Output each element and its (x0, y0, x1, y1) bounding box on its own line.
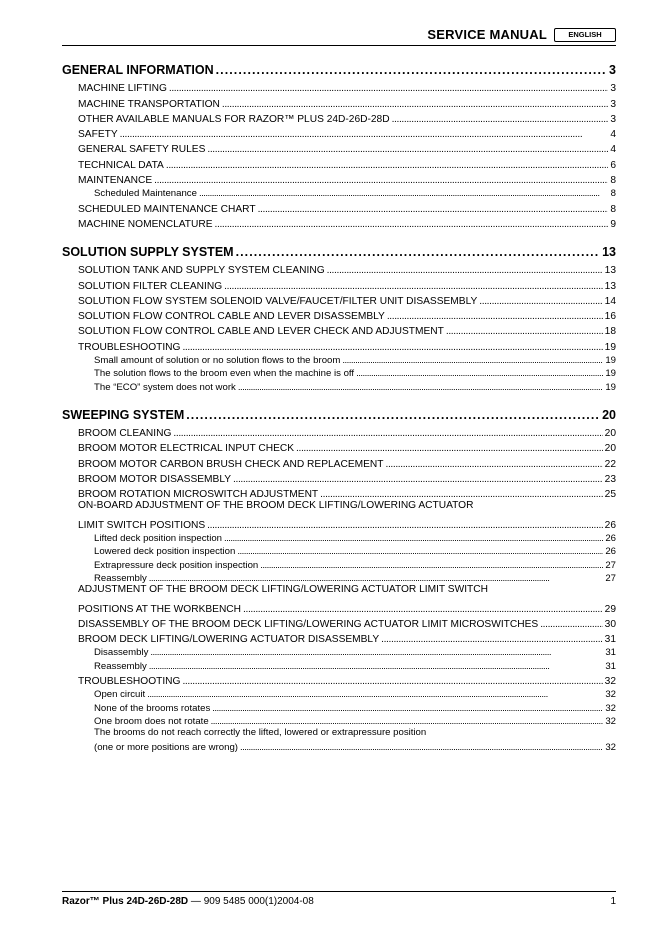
toc-entry[interactable] (62, 292, 616, 307)
toc-leader-dots (258, 204, 609, 215)
toc-page-number: 19 (604, 341, 616, 353)
toc-entry[interactable] (62, 337, 616, 352)
toc-page-number: 18 (604, 326, 616, 338)
toc-entry-label: Reassembly (94, 572, 147, 584)
toc-entry[interactable] (62, 615, 616, 630)
toc-entry-label: LIMIT SWITCH POSITIONS (78, 519, 206, 531)
toc-page-number: 20 (604, 443, 616, 455)
toc-page-number: 4 (610, 144, 616, 156)
toc-subentry[interactable] (62, 727, 616, 740)
toc-entry-label: BROOM ROTATION MICROSWITCH ADJUSTMENT (78, 489, 319, 501)
toc-page-number: 31 (604, 634, 616, 646)
toc-subentry[interactable] (62, 531, 616, 544)
toc-entry[interactable] (62, 672, 616, 687)
toc-leader-dots (147, 689, 603, 700)
toc-page-number: 31 (605, 647, 616, 659)
toc-subentry[interactable] (62, 658, 616, 671)
toc-leader-dots (211, 716, 604, 727)
toc-entry[interactable] (62, 485, 616, 500)
toc-leader-dots (296, 443, 603, 454)
toc-page-number: 32 (605, 742, 616, 754)
toc-page-number: 23 (604, 473, 616, 485)
toc-entry-label: SOLUTION FLOW SYSTEM SOLENOID VALVE/FAUCET/FILTER UNIT DISASSEMBLY (78, 295, 478, 307)
language-badge: ENGLISH (554, 28, 616, 42)
toc-page-number: 32 (604, 675, 616, 687)
toc-page-number: 3 (610, 113, 616, 125)
toc-page-number: 13 (602, 244, 616, 259)
toc-leader-dots (236, 245, 601, 259)
toc-entry-label: (one or more positions are wrong) (94, 742, 238, 754)
toc-page-number: 3 (610, 98, 616, 110)
toc-entry-label: GENERAL SAFETY RULES (78, 144, 206, 156)
toc-page-number: 8 (610, 175, 616, 187)
toc-page-number: 26 (605, 546, 616, 558)
toc-entry[interactable] (62, 140, 616, 155)
toc-page-number: 26 (604, 519, 616, 531)
toc-page-number: 13 (604, 265, 616, 277)
toc-leader-dots (237, 546, 603, 557)
toc-entry-label: DISASSEMBLY OF THE BROOM DECK LIFTING/LOWERING ACTUATOR LIMIT MICROSWITCHES (78, 618, 539, 630)
toc-entry-label: BROOM MOTOR CARBON BRUSH CHECK AND REPLACEMENT (78, 458, 384, 470)
toc-subentry[interactable] (62, 379, 616, 392)
toc-entry-label: TROUBLESHOOTING (78, 675, 181, 687)
toc-page-number: 3 (609, 63, 616, 77)
toc-entry-label: OTHER AVAILABLE MANUALS FOR RAZOR™ PLUS 24D-26D-28D (78, 113, 390, 125)
toc-entry-label: POSITIONS AT THE WORKBENCH (78, 603, 242, 615)
toc-entry-label: TROUBLESHOOTING (78, 341, 181, 353)
toc-leader-dots (182, 342, 602, 353)
toc-page-number: 27 (605, 559, 616, 571)
toc-entry-label: Reassembly (94, 660, 147, 672)
toc-entry-label: BROOM CLEANING (78, 427, 172, 439)
toc-page-number: 8 (610, 188, 616, 200)
toc-leader-dots (224, 281, 603, 292)
toc-entry[interactable] (62, 125, 616, 140)
toc-leader-dots (385, 459, 602, 470)
toc-entry-label: SAFETY (78, 129, 118, 141)
toc-section (62, 59, 616, 230)
toc-entry[interactable] (62, 630, 616, 645)
toc-leader-dots (215, 219, 609, 230)
toc-entry-label: Extrapressure deck position inspection (94, 559, 259, 571)
toc-entry-label: MACHINE NOMENCLATURE (78, 218, 213, 230)
toc-leader-dots (186, 408, 600, 422)
toc-entry-label: None of the brooms rotates (94, 702, 211, 714)
toc-subentry[interactable] (62, 645, 616, 658)
toc-subentry[interactable] (62, 714, 616, 727)
toc-leader-dots (327, 265, 603, 276)
toc-page-number: 25 (604, 489, 616, 501)
toc-subentry[interactable] (62, 366, 616, 379)
toc-entry-label: The solution flows to the broom even when the machine is off (94, 368, 355, 380)
product-name: Razor™ Plus 24D-26D-28D (62, 896, 189, 907)
toc-page-number: 16 (604, 311, 616, 323)
toc-page-number: 19 (605, 381, 616, 393)
page-footer (62, 896, 616, 907)
toc-entry[interactable] (62, 79, 616, 94)
toc-entry-label: SOLUTION FLOW CONTROL CABLE AND LEVER DISASSEMBLY (78, 311, 385, 323)
toc-page-number: 9 (610, 218, 616, 230)
toc-section-heading[interactable] (62, 59, 616, 77)
toc-subentry[interactable] (62, 186, 616, 199)
toc-entry-label: Open circuit (94, 689, 146, 701)
toc-entry-label: Scheduled Maintenance (94, 188, 197, 200)
toc-page-number: 27 (605, 572, 616, 584)
toc-entry[interactable] (62, 500, 616, 515)
toc-section-heading[interactable] (62, 404, 616, 422)
toc-page-number: 26 (605, 533, 616, 545)
toc-leader-dots (154, 175, 608, 186)
toc-leader-dots (216, 63, 607, 77)
toc-entry[interactable] (62, 307, 616, 322)
toc-entry-label: Lowered deck position inspection (94, 546, 236, 558)
toc-entry[interactable] (62, 155, 616, 170)
toc-leader-dots (150, 647, 603, 658)
toc-entry[interactable] (62, 322, 616, 337)
toc-leader-dots (446, 326, 603, 337)
toc-leader-dots (479, 296, 602, 307)
toc-leader-dots (169, 83, 608, 94)
toc-leader-dots (243, 604, 603, 615)
toc-leader-dots (356, 368, 603, 379)
toc-leader-dots (260, 560, 603, 571)
toc-page-number: 31 (605, 660, 616, 672)
toc-subentry[interactable] (62, 353, 616, 366)
toc-subentry[interactable] (62, 740, 616, 753)
toc-entry-label: The “ECO” system does not work (94, 381, 236, 393)
toc-entry[interactable] (62, 584, 616, 599)
toc-leader-dots (173, 428, 602, 439)
toc-leader-dots (120, 129, 609, 140)
toc-leader-dots (222, 99, 608, 110)
toc-entry[interactable] (62, 599, 616, 614)
toc-entry[interactable] (62, 261, 616, 276)
toc-leader-dots (207, 144, 608, 155)
toc-page-number: 22 (604, 458, 616, 470)
toc-section-title: SWEEPING SYSTEM (62, 407, 185, 422)
toc-leader-dots (166, 160, 608, 171)
toc-leader-dots (207, 520, 602, 531)
toc-entry-label: SOLUTION FLOW CONTROL CABLE AND LEVER CHECK AND ADJUSTMENT (78, 326, 444, 338)
toc-entry-label: MACHINE TRANSPORTATION (78, 98, 220, 110)
toc-leader-dots (342, 355, 603, 366)
toc-leader-dots (149, 573, 604, 584)
toc-entry-label: ON-BOARD ADJUSTMENT OF THE BROOM DECK LIFTING/LOWERING ACTUATOR (78, 500, 474, 512)
toc-leader-dots (320, 489, 603, 500)
toc-entry[interactable] (62, 171, 616, 186)
header-divider (62, 45, 616, 46)
toc-section-title: SOLUTION SUPPLY SYSTEM (62, 244, 234, 259)
toc-entry[interactable] (62, 515, 616, 530)
toc-entry-label: SCHEDULED MAINTENANCE CHART (78, 203, 256, 215)
toc-section (62, 404, 616, 754)
toc-page-number: 4 (610, 129, 616, 141)
toc-page-number: 13 (604, 280, 616, 292)
toc-page-number: 29 (604, 603, 616, 615)
toc-entry-label: Disassembly (94, 647, 149, 659)
toc-entry-label: ADJUSTMENT OF THE BROOM DECK LIFTING/LOWERING ACTUATOR LIMIT SWITCH (78, 583, 488, 595)
toc-entry-label: BROOM DECK LIFTING/LOWERING ACTUATOR DISASSEMBLY (78, 634, 380, 646)
toc-page-number: 6 (610, 159, 616, 171)
toc-section-title: GENERAL INFORMATION (62, 63, 214, 77)
toc-leader-dots (238, 382, 604, 393)
toc-entry[interactable] (62, 215, 616, 230)
toc-entry-label: BROOM MOTOR ELECTRICAL INPUT CHECK (78, 443, 295, 455)
toc-page-number: 14 (604, 295, 616, 307)
toc-subentry[interactable] (62, 557, 616, 570)
toc-page-number: 3 (610, 83, 616, 95)
toc-leader-dots (387, 311, 603, 322)
toc-entry-label: SOLUTION FILTER CLEANING (78, 280, 223, 292)
toc-section (62, 241, 616, 393)
toc-page-number: 30 (604, 618, 616, 630)
toc-page-number: 19 (605, 355, 616, 367)
toc-entry-label: Lifted deck position inspection (94, 533, 222, 545)
toc-entry-label: One broom does not rotate (94, 715, 209, 727)
toc-entry-label: Small amount of solution or no solution flows to the broom (94, 355, 341, 367)
toc-page-number: 32 (605, 689, 616, 701)
toc-subentry[interactable] (62, 687, 616, 700)
toc-entry[interactable] (62, 276, 616, 291)
toc-entry[interactable] (62, 439, 616, 454)
toc-entry[interactable] (62, 454, 616, 469)
toc-subentry[interactable] (62, 700, 616, 713)
toc-entry-label: SOLUTION TANK AND SUPPLY SYSTEM CLEANING (78, 265, 325, 277)
toc-entry[interactable] (62, 94, 616, 109)
toc-leader-dots (182, 676, 602, 687)
footer-divider (62, 891, 616, 892)
toc-entry-label: The brooms do not reach correctly the lifted, lowered or extrapressure position (94, 726, 427, 738)
toc-entry[interactable] (62, 199, 616, 214)
toc-leader-dots (381, 634, 603, 645)
toc-subentry[interactable] (62, 571, 616, 584)
toc-section-heading[interactable] (62, 241, 616, 259)
page-number: 1 (610, 896, 616, 907)
toc-entry[interactable] (62, 470, 616, 485)
table-of-contents (62, 59, 616, 764)
page-header (0, 27, 662, 47)
toc-page-number: 32 (605, 702, 616, 714)
toc-entry[interactable] (62, 110, 616, 125)
toc-leader-dots (199, 188, 609, 199)
toc-page-number: 20 (604, 427, 616, 439)
toc-subentry[interactable] (62, 544, 616, 557)
toc-entry-label: MAINTENANCE (78, 175, 153, 187)
toc-leader-dots (224, 533, 603, 544)
toc-leader-dots (540, 619, 602, 630)
toc-entry[interactable] (62, 424, 616, 439)
toc-page-number: 19 (605, 368, 616, 380)
manual-title: SERVICE MANUAL (427, 27, 547, 42)
toc-page-number: 32 (605, 715, 616, 727)
toc-entry-label: MACHINE LIFTING (78, 83, 167, 95)
document-code: — 909 5485 000(1)2004-08 (188, 896, 314, 907)
toc-leader-dots (149, 661, 604, 672)
toc-page-number: 8 (610, 203, 616, 215)
toc-leader-dots (233, 474, 603, 485)
toc-leader-dots (212, 703, 603, 714)
toc-entry-label: TECHNICAL DATA (78, 159, 164, 171)
toc-entry-label: BROOM MOTOR DISASSEMBLY (78, 473, 232, 485)
toc-page-number: 20 (602, 407, 616, 422)
toc-leader-dots (240, 742, 603, 753)
toc-leader-dots (392, 114, 609, 125)
